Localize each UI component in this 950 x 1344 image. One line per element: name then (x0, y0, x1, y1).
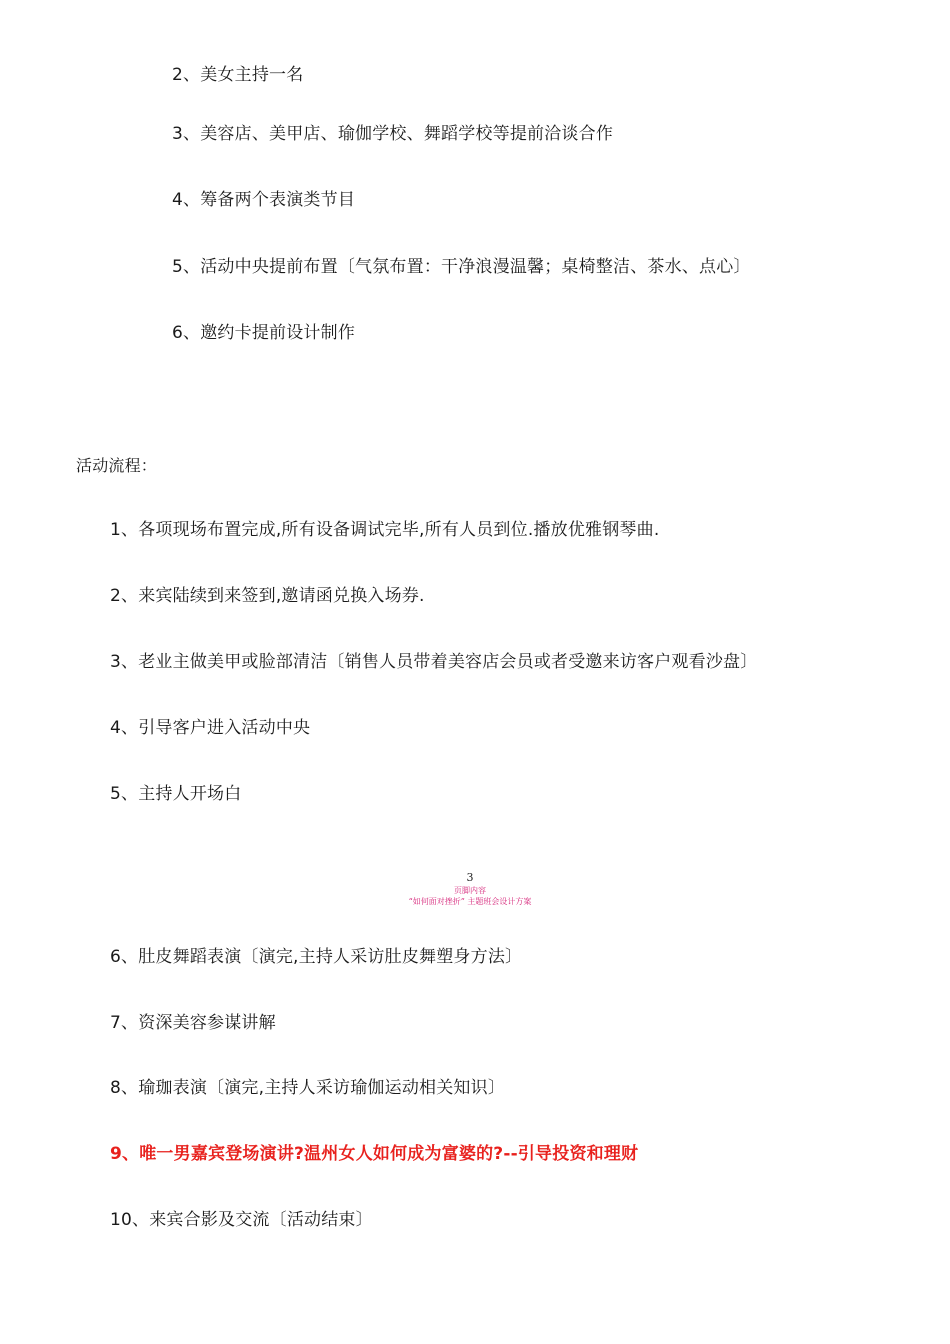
flow-item-4: 4、引导客户进入活动中央 (110, 718, 311, 738)
flow-item-3: 3、老业主做美甲或脸部清洁〔销售人员带着美容店会员或者受邀来访客户观看沙盘〕 (110, 652, 758, 672)
page-number: 3 (466, 871, 474, 884)
flow-heading: 活动流程： (76, 456, 158, 475)
footer-line-1: 页脚内容 (454, 886, 486, 895)
prep-item-6: 6、邀约卡提前设计制作 (172, 323, 356, 343)
flow-item-7: 7、资深美容参谋讲解 (110, 1013, 276, 1033)
flow-item-2: 2、来宾陆续到来签到,邀请函兑换入场券. (110, 586, 425, 606)
flow-item-10: 10、来宾合影及交流〔活动结束〕 (110, 1210, 373, 1230)
prep-item-5: 5、活动中央提前布置〔气氛布置：干净浪漫温馨；桌椅整洁、茶水、点心〕 (172, 257, 751, 277)
flow-item-8: 8、瑜珈表演〔演完,主持人采访瑜伽运动相关知识〕 (110, 1078, 506, 1098)
footer-line-2: “如何面对挫折” 主题班会设计方案 (408, 897, 532, 906)
flow-item-6: 6、肚皮舞蹈表演〔演完,主持人采访肚皮舞塑身方法〕 (110, 947, 523, 967)
prep-item-3: 3、美容店、美甲店、瑜伽学校、舞蹈学校等提前洽谈合作 (172, 124, 614, 144)
prep-item-4: 4、筹备两个表演类节目 (172, 190, 356, 210)
flow-item-5: 5、主持人开场白 (110, 784, 242, 804)
page-footer (0, 871, 940, 907)
flow-item-9-highlight: 9、唯一男嘉宾登场演讲?温州女人如何成为富婆的?--引导投资和理财 (110, 1144, 639, 1164)
prep-item-2: 2、美女主持一名 (172, 65, 304, 85)
flow-item-1: 1、各项现场布置完成,所有设备调试完毕,所有人员到位.播放优雅钢琴曲. (110, 520, 660, 540)
